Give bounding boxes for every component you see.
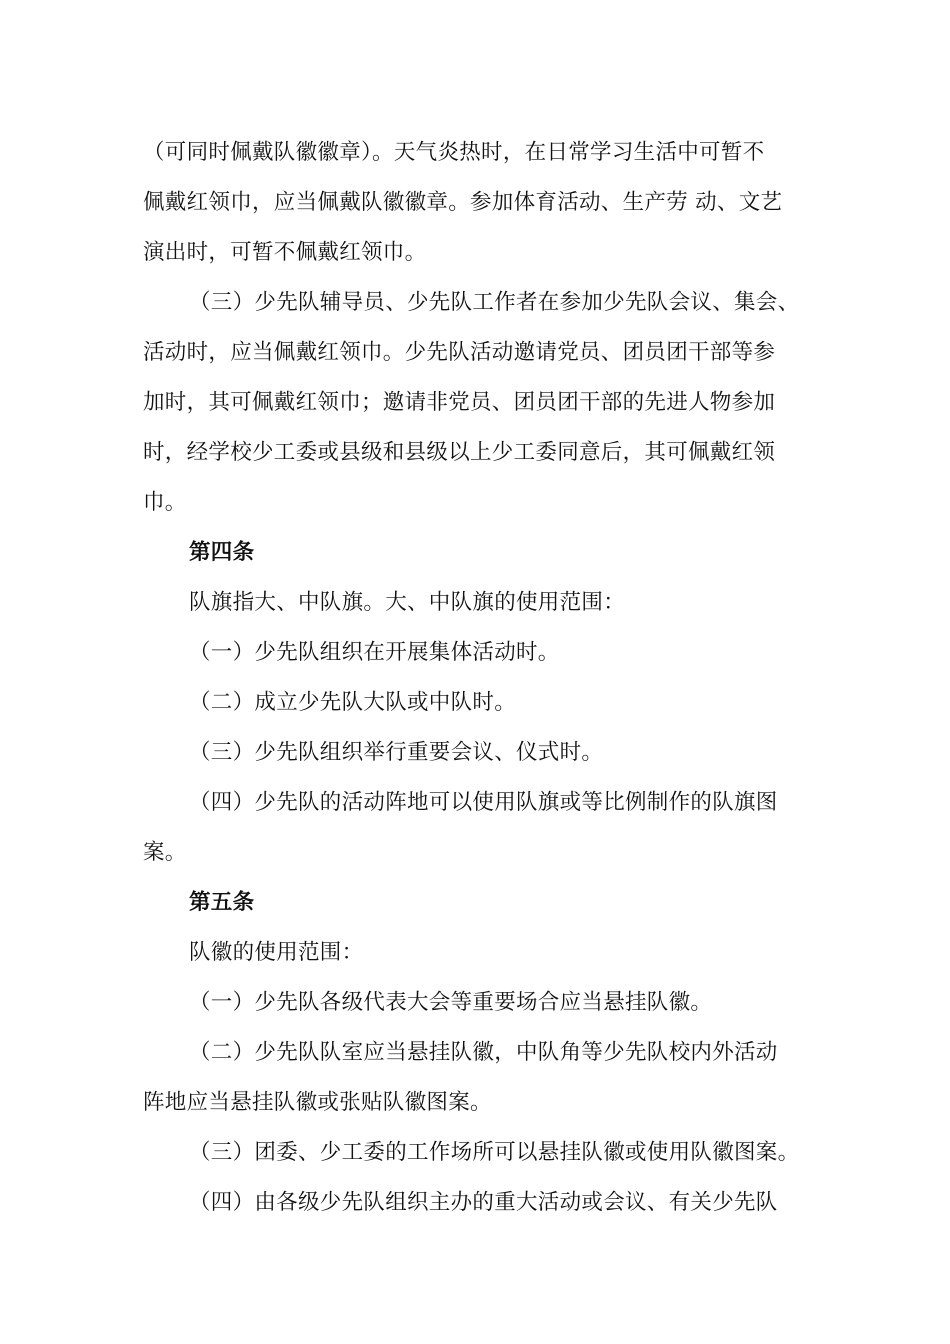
document-page [143,128,811,1228]
text-line: （一）少先队各级代表大会等重要场合应当悬挂队徽。 [189,990,713,1015]
text-line: 队徽的使用范围： [189,940,364,965]
text-line: 时，经学校少工委或县级和县级以上少工委同意后，其可佩戴红领 [143,440,776,465]
section-heading: 第五条 [189,890,255,915]
text-line: 阵地应当悬挂队徽或张贴队徽图案。 [143,1090,492,1115]
text-line: 活动时，应当佩戴红领巾。少先队活动邀请党员、团员团干部等参 [143,340,776,365]
text-line: （三）少先队辅导员、少先队工作者在参加少先队会议、集会、 [189,290,800,315]
text-line: （四）由各级少先队组织主办的重大活动或会议、有关少先队 [189,1190,778,1215]
text-line: 巾。 [143,490,187,515]
text-line: 佩戴红领巾，应当佩戴队徽徽章。参加体育活动、生产劳 动、文艺 [143,190,783,215]
section-heading: 第四条 [189,540,255,565]
text-line: （一）少先队组织在开展集体活动时。 [189,640,560,665]
text-line: （四）少先队的活动阵地可以使用队旗或等比例制作的队旗图 [189,790,778,815]
text-line: （可同时佩戴队徽徽章）。天气炎热时，在日常学习生活中可暂不 [143,140,765,165]
text-line: （三）团委、少工委的工作场所可以悬挂队徽或使用队徽图案。 [189,1140,800,1165]
text-line: （三）少先队组织举行重要会议、仪式时。 [189,740,604,765]
text-line: 案。 [143,840,187,865]
text-line: （二）成立少先队大队或中队时。 [189,690,517,715]
text-line: （二）少先队队室应当悬挂队徽，中队角等少先队校内外活动 [189,1040,778,1065]
text-line: 队旗指大、中队旗。大、中队旗的使用范围： [189,590,626,615]
text-line: 演出时，可暂不佩戴红领巾。 [143,240,427,265]
text-line: 加时，其可佩戴红领巾；邀请非党员、团员团干部的先进人物参加 [143,390,776,415]
